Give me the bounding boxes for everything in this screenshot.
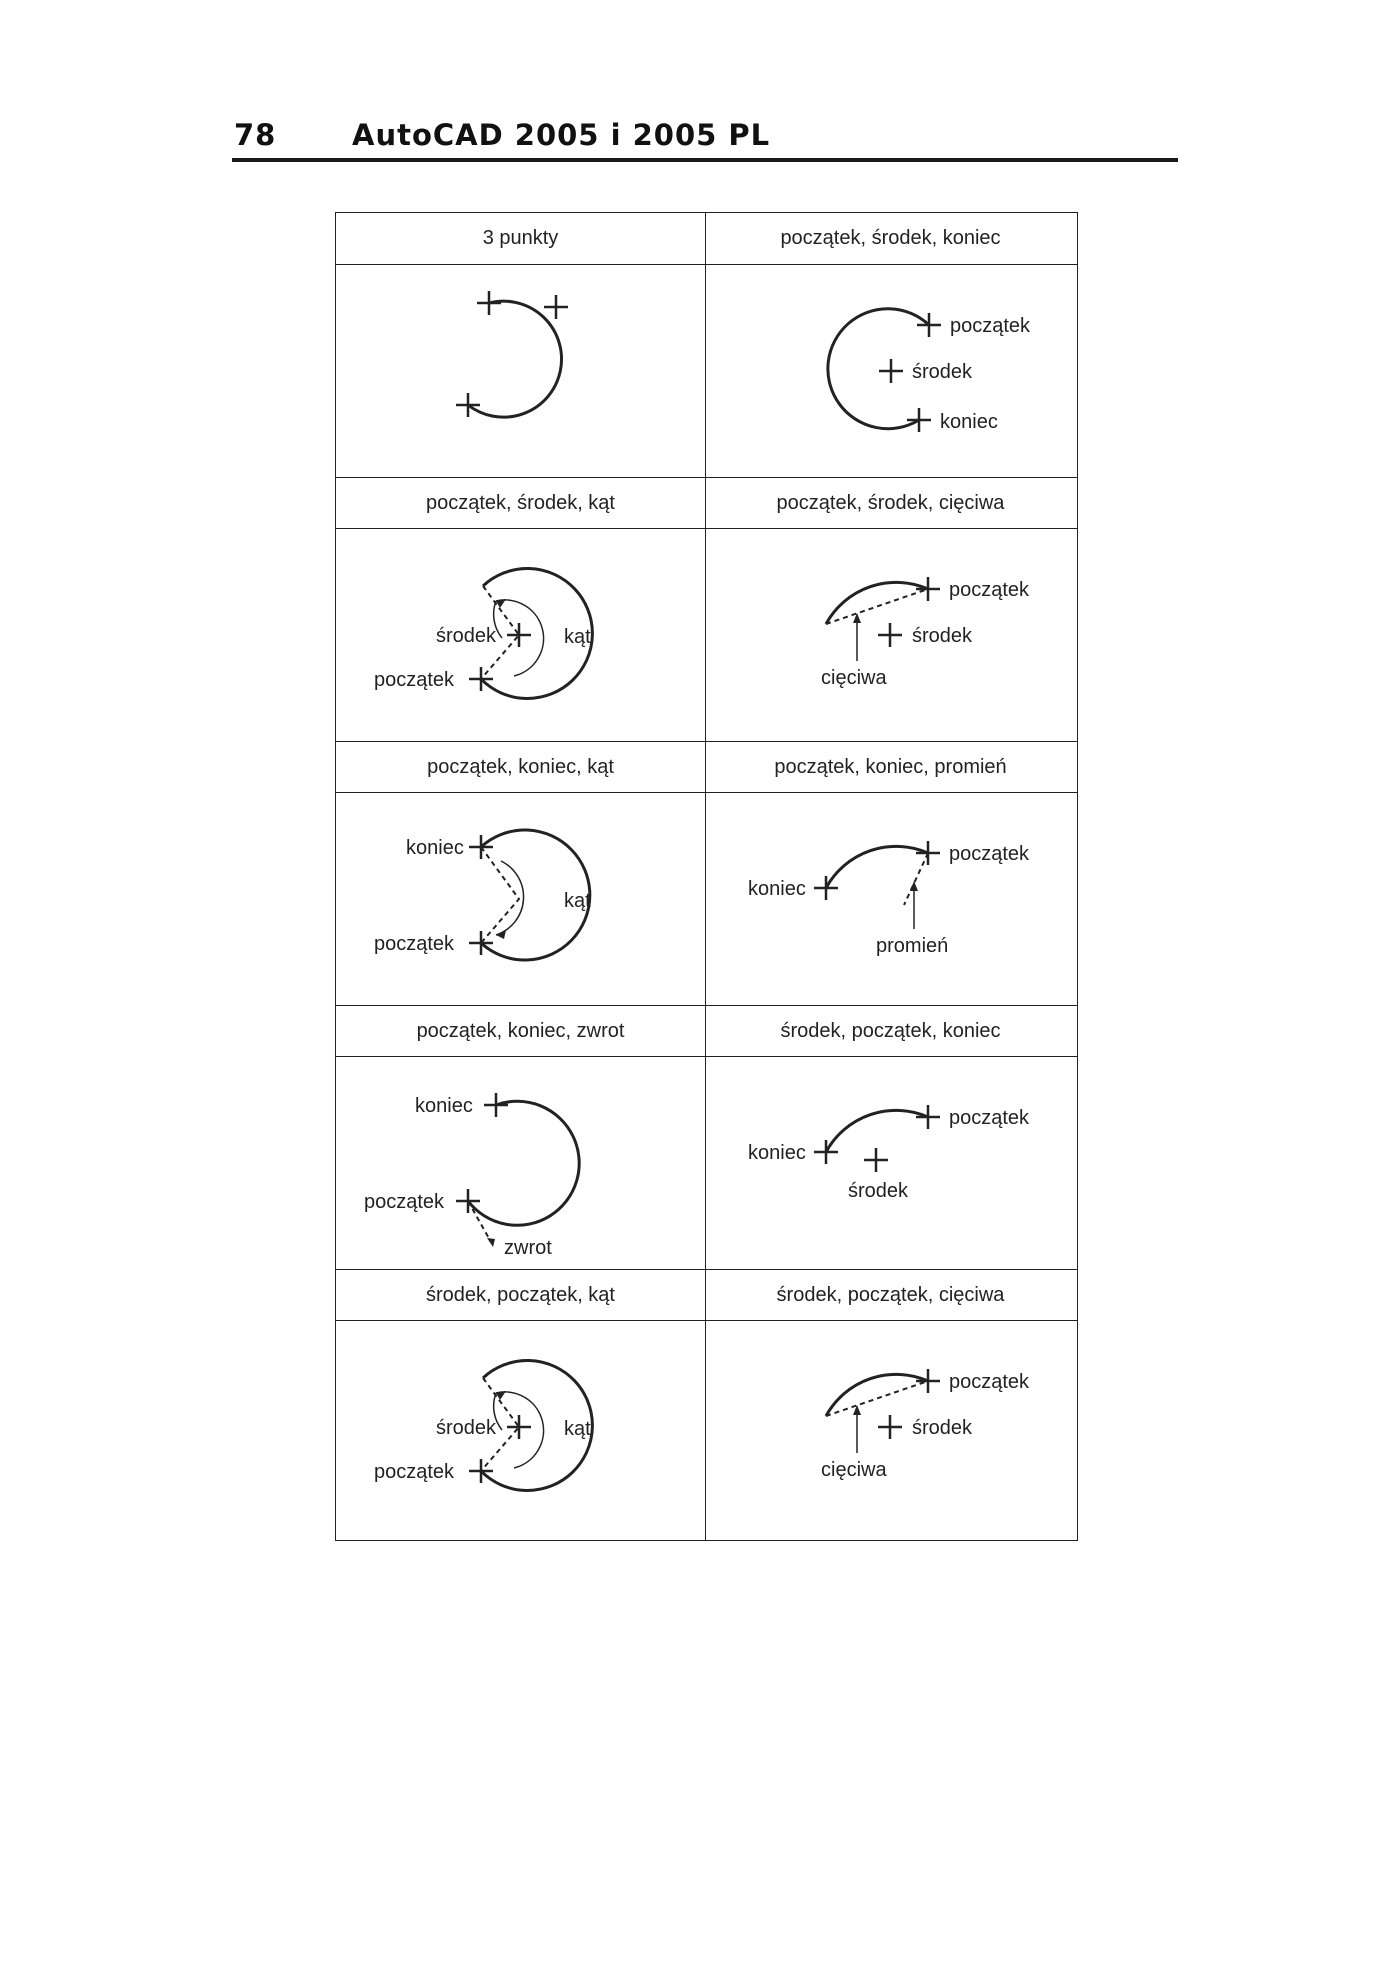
label-direction: zwrot [504,1237,552,1259]
end-point-icon [814,1140,838,1164]
label-end: koniec [748,1142,806,1164]
label-start: początek [374,933,455,955]
header-start-center-chord: początek, środek, cięciwa [776,491,1005,514]
header-3-points: 3 punkty [482,226,559,249]
header-start-center-end: początek, środek, koniec [780,226,1001,249]
label-start: początek [374,1461,455,1483]
diagram-start-end-radius [706,793,1075,1006]
arc [826,1110,928,1152]
header-center-start-end: środek, początek, koniec [780,1019,1001,1042]
arrow-icon [487,1238,495,1247]
end-point-icon [484,1093,508,1117]
arrow-icon [496,930,506,939]
chord-line [826,589,928,624]
arc [826,582,928,624]
label-center: środek [912,1417,973,1439]
label-end: koniec [415,1095,473,1117]
radius-line [904,853,928,905]
label-end: koniec [748,878,806,900]
header-center-start-angle: środek, początek, kąt [426,1283,615,1306]
page-header [232,118,1178,162]
diagram-3-points [336,265,705,478]
label-chord: cięciwa [821,667,887,689]
start-point-icon [916,1105,940,1129]
end-point-icon [469,835,493,859]
label-angle: kąt [564,890,591,912]
end-point-icon [814,876,838,900]
arc [468,1101,579,1225]
label-end: koniec [940,411,998,433]
header-start-end-radius: początek, koniec, promień [774,755,1007,778]
point-marker-icon [456,393,480,417]
center-point-icon [864,1148,888,1172]
diagram-center-start-end [706,1057,1075,1270]
point-marker-icon [477,291,501,315]
center-point-icon [879,359,903,383]
diagram-center-start-angle [336,1321,705,1534]
diagram-start-center-angle [336,529,705,742]
label-center: środek [848,1180,909,1202]
header-start-end-angle: początek, koniec, kąt [427,755,614,778]
label-start: początek [950,315,1031,337]
diagram-start-center-chord [706,529,1075,742]
center-point-icon [878,623,902,647]
book-title: AutoCAD 2005 i 2005 PL [352,118,771,152]
radius-line [481,847,519,943]
label-start: początek [949,579,1030,601]
label-angle: kąt [564,1418,591,1440]
label-start: początek [949,1107,1030,1129]
header-start-center-angle: początek, środek, kąt [426,491,615,514]
start-point-icon [916,841,940,865]
arc [826,1374,928,1416]
diagram-start-end-direction [336,1057,705,1270]
diagram-center-start-chord [706,1321,1075,1534]
chord-line [826,1381,928,1416]
arc [468,301,562,417]
label-start: początek [374,669,455,691]
diagram-start-center-end [706,265,1075,478]
label-start: początek [949,1371,1030,1393]
label-chord: cięciwa [821,1459,887,1481]
start-point-icon [916,577,940,601]
label-center: środek [912,625,973,647]
arc-methods-table [335,212,1078,1541]
arrow-icon [910,881,918,891]
page-number: 78 [234,118,277,152]
label-center: środek [436,625,497,647]
center-point-icon [878,1415,902,1439]
label-radius: promień [876,935,949,957]
start-point-icon [916,1369,940,1393]
label-start: początek [364,1191,445,1213]
diagram-start-end-angle [336,793,705,1006]
label-end: koniec [406,837,464,859]
label-center: środek [436,1417,497,1439]
header-center-start-chord: środek, początek, cięciwa [776,1283,1005,1306]
point-marker-icon [544,295,568,319]
header-start-end-direction: początek, koniec, zwrot [416,1019,625,1042]
label-angle: kąt [564,626,591,648]
label-center: środek [912,361,973,383]
end-point-icon [907,408,931,432]
arc [826,846,928,888]
label-start: początek [949,843,1030,865]
